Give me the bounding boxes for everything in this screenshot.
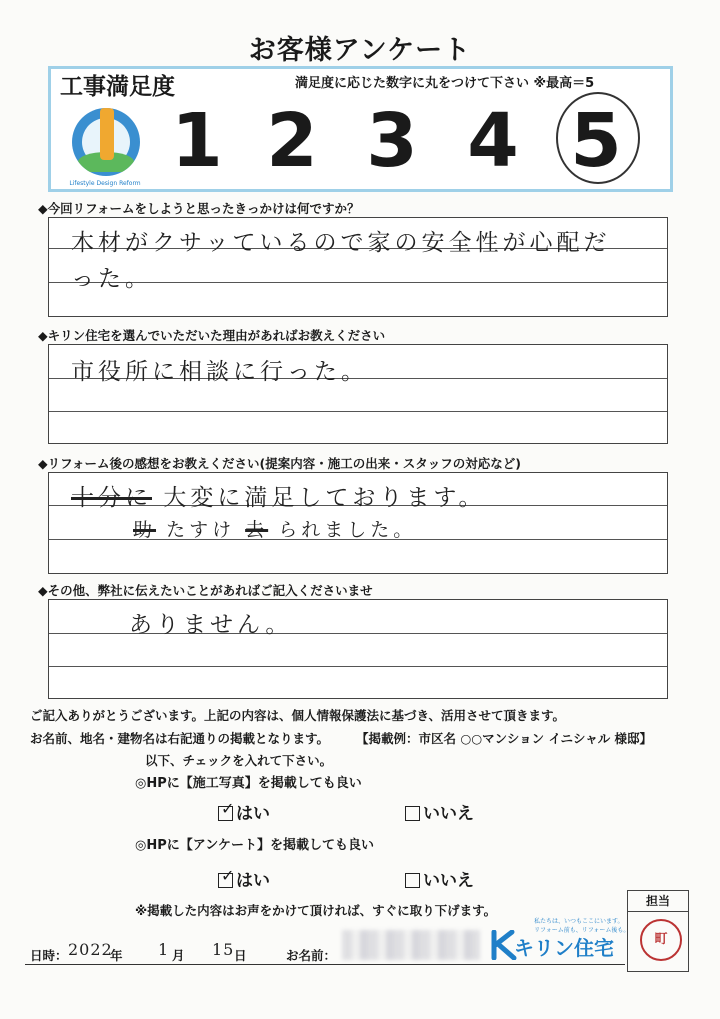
date-day-unit: 日 [234, 948, 247, 963]
answer-3-struck-char: 助 [133, 519, 157, 541]
question-1: ◆今回リフォームをしようと思ったきっかけは何ですか？ [38, 201, 360, 216]
consent-1-yes[interactable]: ✓ はい [218, 799, 270, 824]
posting-note: お名前、地名・建物名は右記通りの掲載となります。 [30, 731, 330, 746]
consent-2-yes[interactable]: ✓ はい [218, 866, 270, 891]
answer-1-line-2: った。 [71, 266, 152, 292]
brand-tagline-1: 私たちは、いつもここにいます。 [534, 918, 624, 925]
date-year: 2022 [68, 940, 113, 959]
answer-3-line-2b: られました。 [278, 519, 417, 541]
answer-3-struck-word: 十分に [71, 485, 152, 511]
posting-example: 【掲載例：市区名 ○○マンション イニシャル 様邸】 [356, 731, 653, 746]
answer-box-1[interactable] [48, 217, 668, 317]
answer-2-line-1: 市役所に相談に行った。 [71, 359, 368, 385]
thanks-note: ご記入ありがとうございます。上記の内容は、個人情報保護法に基づき、活用させて頂きます。 [30, 708, 566, 723]
date-label: 日時： [30, 948, 68, 963]
question-4: ◆その他、弊社に伝えたいことがあればご記入くださいませ [38, 583, 373, 598]
question-2: ◆キリン住宅を選んでいただいた理由があればお教えください [38, 328, 386, 343]
consent-2-yes-checkbox[interactable]: ✓ [218, 873, 233, 888]
consent-2-no[interactable]: いいえ [405, 866, 474, 891]
answer-box-3[interactable] [48, 472, 668, 574]
satisfaction-instruction: 満足度に応じた数字に丸をつけて下さい ※最高＝5 [295, 76, 595, 91]
answer-3-struck-char-2: 去 [245, 519, 269, 541]
answer-3-line-2a: たすけ [166, 519, 236, 541]
answer-4-line-1: ありません。 [129, 612, 293, 638]
rating-5[interactable]: 5 [570, 98, 622, 184]
consent-2-label: ◎HPに【アンケート】を掲載しても良い [135, 838, 374, 853]
consent-1-no-checkbox[interactable] [405, 806, 420, 821]
page-title: お客様アンケート [248, 35, 472, 66]
seal-stamp-icon: 町 [640, 919, 682, 961]
logo-text: Lifestyle Design Reform [69, 180, 141, 187]
brand-logo [482, 916, 630, 966]
selected-rating-circle [556, 92, 640, 184]
answer-1-line-1: 木材がクサッているので家の安全性が心配だ [71, 230, 611, 256]
rating-2[interactable]: 2 [266, 98, 318, 184]
staff-label: 担当 [628, 891, 688, 912]
consent-1-yes-checkbox[interactable]: ✓ [218, 806, 233, 821]
date-day: 15 [212, 940, 235, 959]
date-month-unit: 月 [172, 948, 185, 963]
rating-3[interactable]: 3 [366, 98, 418, 184]
satisfaction-label: 工事満足度 [60, 74, 175, 100]
name-label: お名前： [286, 948, 337, 963]
giraffe-logo-icon [72, 108, 140, 176]
brand-tagline-2: リフォーム前も、リフォーム後も。 [534, 927, 630, 934]
answer-box-2[interactable] [48, 344, 668, 444]
question-3: ◆リフォーム後の感想をお教えください(提案内容・施工の出来・スタッフの対応など) [38, 456, 521, 471]
date-month: 1 [158, 940, 173, 959]
answer-3-line-1: 大変に満足しております。 [163, 485, 486, 511]
consent-1-label: ◎HPに【施工写真】を掲載しても良い [135, 776, 362, 791]
consent-2-no-checkbox[interactable] [405, 873, 420, 888]
date-year-unit: 年 [110, 948, 123, 963]
removal-note: ※掲載した内容はお声をかけて頂ければ、すぐに取り下げます。 [135, 903, 497, 918]
answer-box-4[interactable] [48, 599, 668, 699]
consent-1-no[interactable]: いいえ [405, 799, 474, 824]
redacted-name [342, 930, 480, 960]
check-instruction: 以下、チェックを入れて下さい。 [145, 753, 333, 768]
brand-name: キリン住宅 [514, 936, 614, 960]
rating-1[interactable]: 1 [171, 98, 223, 184]
rating-4[interactable]: 4 [467, 98, 519, 184]
staff-stamp-box [627, 890, 689, 972]
